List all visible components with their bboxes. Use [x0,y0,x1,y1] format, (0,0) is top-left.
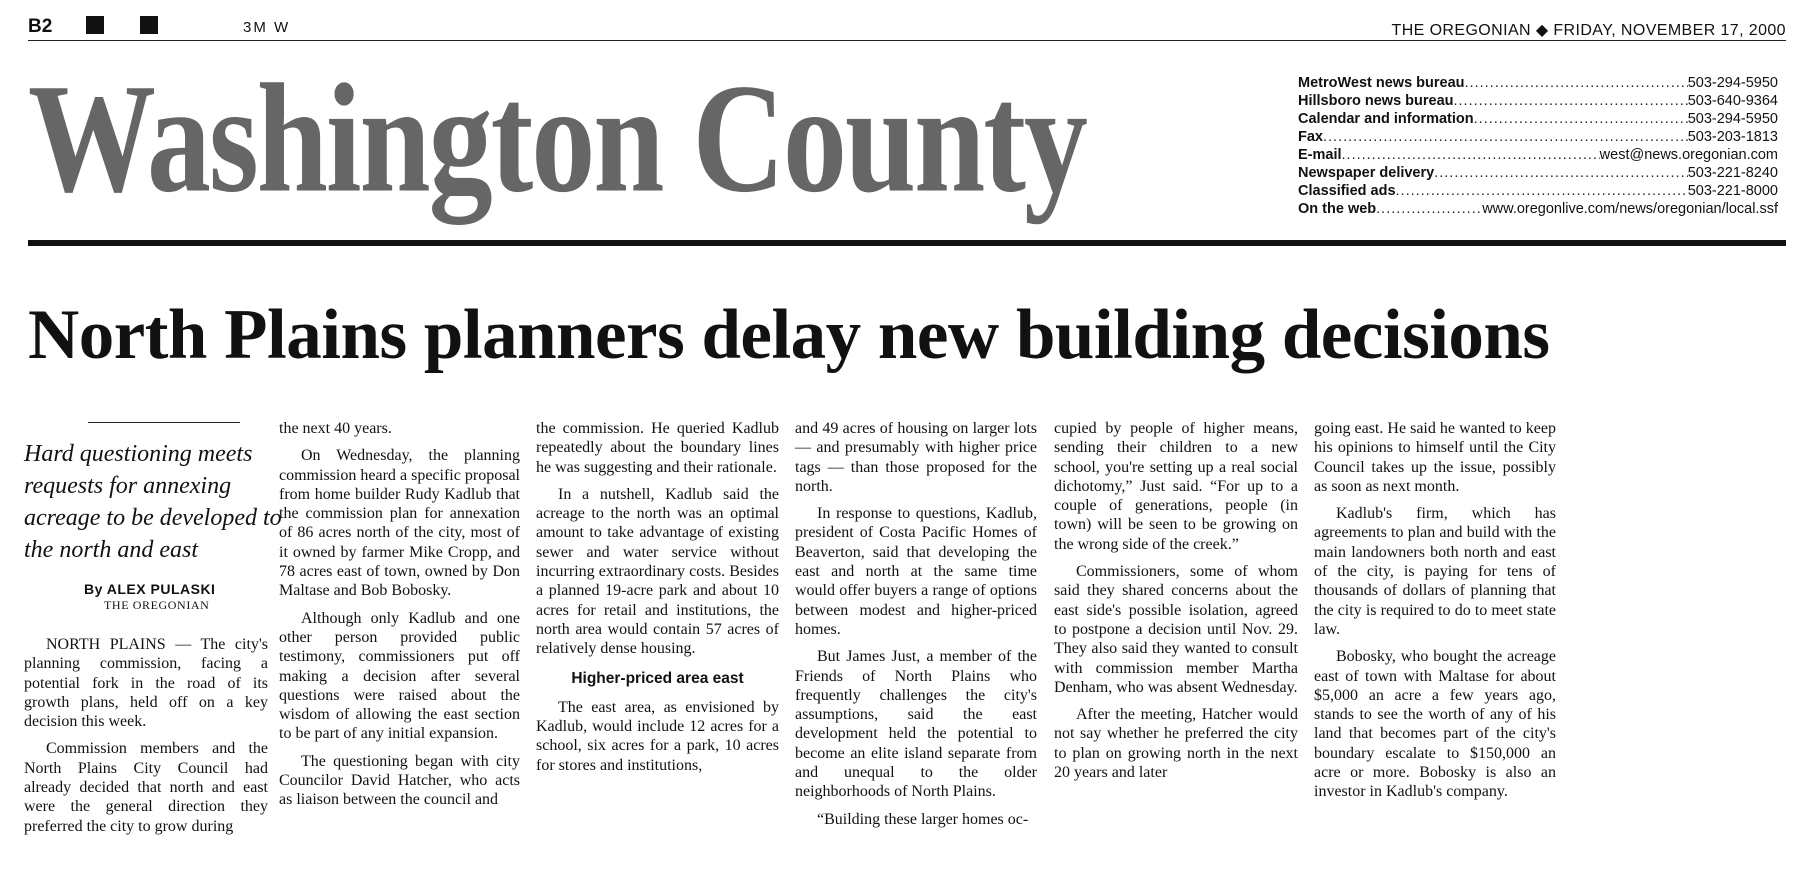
article-paragraph: The east area, as envisioned by Kadlub, would include 12 acres for a school, six acres for a park, 10 acres for stores and institutions, [536,698,779,774]
contact-row [1298,110,1778,128]
article-paragraph: the commission. He queried Kadlub repeatedly about the boundary lines he was suggesting and their rationale. [536,420,779,476]
contact-label: Classified ads [1298,183,1396,199]
dateline: THE OREGONIAN ◆ FRIDAY, NOVEMBER 17, 2000 [1391,22,1786,39]
header-divider [28,40,1786,41]
byline: By ALEX PULASKI [84,581,216,597]
article-paragraph: Commissioners, some of whom said they shared concerns about the east side's possible isolation, agreed to postpone a decision until Nov. 29. They also said they wanted to consult with commission member Martha Denham, who was absent Wednesday. [1054,563,1298,696]
contact-value: 503-294-5950 [1687,111,1778,127]
subhead: Higher-priced area east [571,669,744,687]
leader-dots [1474,110,1688,128]
contact-value: 503-203-1813 [1687,129,1778,145]
contact-value: 503-221-8240 [1687,165,1778,181]
contact-label: On the web [1298,201,1377,217]
contact-value: www.oregonlive.com/news/oregonian/local.ssf [1482,201,1778,217]
article-column-5 [1054,419,1298,790]
leader-dots [1342,146,1600,164]
registration-mark-icon [140,16,158,34]
article-paragraph: After the meeting, Hatcher would not say whether he preferred the city to plan on growing north in the next 20 years and later [1054,706,1298,782]
contact-row [1298,74,1778,92]
deck: Hard questioning meets requests for annexing acreage to be developed to the north and east [24,441,282,563]
article-paragraph: Although only Kadlub and one other person provided public testimony, commissioners put off making a decision after several questions were raised about the wisdom of allowing the east section to be part of any initial expansion. [279,609,520,743]
contact-label: Hillsboro news bureau [1298,93,1454,109]
article-paragraph: NORTH PLAINS — The city's planning commission, facing a potential fork in the road of its growth plans, held off on a key decision this week. [24,636,268,731]
contact-directory [1298,74,1778,218]
article-column-2 [279,419,520,818]
page-header [28,14,1786,38]
leader-dots [1465,74,1688,92]
article-column-4 [795,419,1037,837]
article-paragraph: the next 40 years. [279,420,392,437]
registration-mark-icon [86,16,104,34]
section-divider [28,240,1786,246]
article-paragraph: In response to questions, Kadlub, president of Costa Pacific Homes of Beaverton, said that developing the east and north at the same time would offer buyers a range of options between modest and higher-priced homes. [795,505,1037,638]
byline-publication: THE OREGONIAN [104,598,210,612]
article-paragraph: But James Just, a member of the Friends of North Plains who frequently challenges the city's assumptions, said the east development held the potential to become an elite island separate from and unequal to the older neighborhoods of North Plains. [795,648,1037,801]
leader-dots [1323,128,1688,146]
article-paragraph: going east. He said he wanted to keep his opinions to himself until the City Council takes up the issue, possibly as soon as next month. [1314,420,1556,495]
article-paragraph: and 49 acres of housing on larger lots — and presumably with higher price tags — than those proposed for the north. [795,420,1037,495]
deck-rule [88,422,240,423]
article-paragraph: Commission members and the North Plains City Council had already decided that north and east were the general direction they preferred the city to grow during [24,740,268,835]
contact-label: Fax [1298,129,1323,145]
leader-dots [1454,92,1688,110]
article-column-1 [24,635,268,844]
leader-dots [1396,182,1688,200]
contact-row [1298,128,1778,146]
section-title: Washington County [28,51,1086,225]
headline: North Plains planners delay new building decisions [28,296,1550,374]
contact-row [1298,164,1778,182]
leader-dots [1376,200,1482,218]
article-paragraph: Kadlub's firm, which has agreements to plan and build with the main landowners both north and east of the city, is paying for tens of thousands of dollars of planning that the city is required to do to meet state law. [1314,505,1556,638]
contact-label: MetroWest news bureau [1298,75,1465,91]
article-paragraph: The questioning began with city Councilor David Hatcher, who acts as liaison between the council and [279,752,520,809]
contact-value: 503-294-5950 [1687,75,1778,91]
contact-label: E-mail [1298,147,1342,163]
page-number: B2 [28,16,53,37]
edition-code: 3M W [243,19,291,36]
leader-dots [1434,164,1687,182]
article-paragraph: In a nutshell, Kadlub said the acreage to the north was an optimal amount to take advantage of existing sewer and water service without incurring extraordinary costs. Besides a planned 19-acre park and about 10 acres for retail and institutions, the north area would contain 57 acres of relatively dense housing. [536,485,779,658]
contact-row [1298,146,1778,164]
article-column-3 [536,419,779,783]
article-column-6 [1314,419,1556,810]
contact-label: Calendar and information [1298,111,1474,127]
contact-row [1298,200,1778,218]
article-paragraph: cupied by people of higher means, sending their children to a new school, you're setting up a real social dichotomy,” Just said. “For up to a couple of generations, people (in town) will be seen to be growing on the wrong side of the creek.” [1054,420,1298,553]
contact-value: west@news.oregonian.com [1599,147,1778,163]
article-paragraph: Bobosky, who bought the acreage east of town with Maltase for about $5,000 an acre a few years ago, stands to see the worth of any of his land that becomes part of the city's boundary escalate to $150,000 an acre or more. Bobosky is also an investor in Kadlub's company. [1314,648,1556,801]
contact-row [1298,92,1778,110]
article-paragraph: On Wednesday, the planning commission heard a specific proposal from home builder Rudy Kadlub that the commission plan for annexation of 86 acres north of the city, most of it owned by farmer Mike Cropp, and 78 acres east of town, owned by Don Maltase and Bob Bobosky. [279,447,520,600]
contact-label: Newspaper delivery [1298,165,1435,181]
contact-value: 503-640-9364 [1687,93,1778,109]
contact-value: 503-221-8000 [1687,183,1778,199]
contact-row [1298,182,1778,200]
article-paragraph: “Building these larger homes oc- [817,810,1029,828]
